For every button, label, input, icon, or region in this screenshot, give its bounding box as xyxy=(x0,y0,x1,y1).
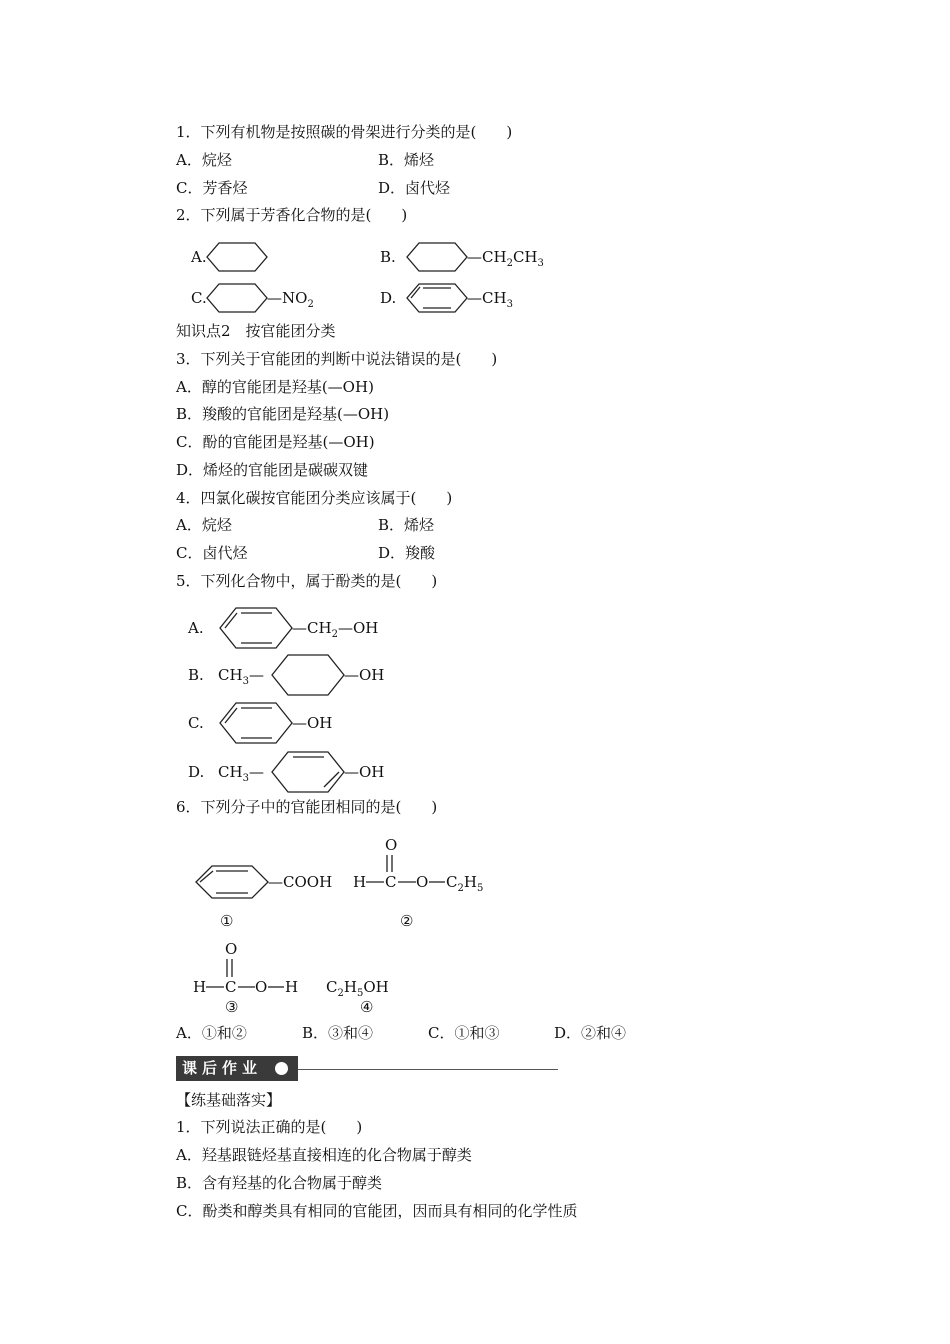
q2-b-group: $—CH_2CH_3$ xyxy=(467,248,544,269)
q1-option-c: C．芳香烃 xyxy=(176,179,248,197)
q5-d-methyl: $CH_3—$ xyxy=(218,763,264,784)
q6-m1-group: —COOH xyxy=(268,873,333,891)
q6-label-3: ③ xyxy=(225,998,239,1016)
q2-a-ring xyxy=(207,243,267,271)
q3-option-d: D．烯烃的官能团是碳碳双键 xyxy=(176,461,369,479)
q6-m2-h: H xyxy=(353,873,367,891)
q4-option-c: C．卤代烃 xyxy=(176,544,248,562)
q2-label-c: C. xyxy=(191,289,207,307)
hw1-option-a: A．羟基跟链烃基直接相连的化合物属于醇类 xyxy=(176,1146,472,1164)
q6-m3-c: C xyxy=(225,978,237,996)
q1-option-a: A．烷烃 xyxy=(176,151,232,169)
q2-b-ring xyxy=(407,243,467,271)
q3-option-c: C．酚的官能团是羟基(—OH) xyxy=(176,433,375,451)
q6-m3-o: O xyxy=(255,978,268,996)
q5-a-ring xyxy=(220,608,292,648)
q2-structures xyxy=(180,234,560,320)
q4-option-a: A．烷烃 xyxy=(176,516,232,534)
q6-option-c: C．①和③ xyxy=(428,1024,500,1042)
q6-m2-o: O xyxy=(416,873,429,891)
q6-option-b: B．③和④ xyxy=(302,1024,374,1042)
homework-banner-title: 课后作业 xyxy=(182,1059,263,1077)
q5-d-oh: —OH xyxy=(344,763,385,781)
q4-option-b: B．烯烃 xyxy=(378,516,435,534)
q6-structures xyxy=(180,828,500,1020)
q5-b-methyl: $CH_3—$ xyxy=(218,666,264,687)
q5-d-ring xyxy=(272,752,344,792)
q6-label-2: ② xyxy=(400,912,414,930)
hw1-option-b: B．含有羟基的化合物属于醇类 xyxy=(176,1174,383,1192)
q2-c-group: $—NO_2$ xyxy=(267,289,314,310)
q6-option-a: A．①和② xyxy=(176,1024,247,1042)
banner-dot-icon xyxy=(275,1062,288,1075)
q6-label-1: ① xyxy=(220,912,234,930)
q5-a-group: $—CH_2—OH$ xyxy=(292,619,379,640)
q6-label-4: ④ xyxy=(360,998,374,1016)
q5-c-oh: —OH xyxy=(292,714,333,732)
q4-stem: 4．四氯化碳按官能团分类应该属于( ) xyxy=(176,489,453,507)
q3-stem: 3．下列关于官能团的判断中说法错误的是( ) xyxy=(176,350,498,368)
q5-label-b: B. xyxy=(188,666,204,684)
q5-stem: 5．下列化合物中，属于酚类的是( ) xyxy=(176,572,438,590)
q6-m3-h2: H xyxy=(285,978,299,996)
q6-m2-c: C xyxy=(385,873,397,891)
q3-option-b: B．羧酸的官能团是羟基(—OH) xyxy=(176,405,390,423)
q5-b-ring xyxy=(272,655,344,695)
q6-option-d: D．②和④ xyxy=(554,1024,627,1042)
q4-option-d: D．羧酸 xyxy=(378,544,436,562)
q5-label-a: A. xyxy=(188,619,204,637)
q6-m2-ethyl: $C_2H_5$ xyxy=(446,873,484,894)
hw1-stem: 1．下列说法正确的是( ) xyxy=(176,1118,363,1136)
q5-structures xyxy=(180,600,400,790)
q6-m3-h: H xyxy=(193,978,207,996)
q1-option-b: B．烯烃 xyxy=(378,151,435,169)
q6-m3-o-top: O xyxy=(225,940,238,958)
q6-stem: 6．下列分子中的官能团相同的是( ) xyxy=(176,798,438,816)
q2-label-a: A. xyxy=(191,248,207,266)
q5-c-ring xyxy=(220,703,292,743)
q2-d-group: $—CH_3$ xyxy=(467,289,513,310)
q5-label-d: D. xyxy=(188,763,205,781)
q6-m2-o-top: O xyxy=(385,836,398,854)
q5-b-oh: —OH xyxy=(344,666,385,684)
q6-m4-formula: $C_2H_5OH$ xyxy=(326,978,389,999)
q1-option-d: D．卤代烃 xyxy=(378,179,451,197)
homework-banner xyxy=(176,1056,298,1081)
q5-label-c: C. xyxy=(188,714,204,732)
q2-c-ring xyxy=(207,284,267,312)
section-heading-basics: 【练基础落实】 xyxy=(176,1091,282,1109)
q1-stem: 1．下列有机物是按照碳的骨架进行分类的是( ) xyxy=(176,123,513,141)
section-heading-functional-group: 知识点2 按官能团分类 xyxy=(176,322,336,340)
q2-label-d: D. xyxy=(380,289,397,307)
q2-stem: 2．下列属于芳香化合物的是( ) xyxy=(176,206,408,224)
banner-divider xyxy=(298,1069,558,1070)
hw1-option-c: C．酚类和醇类具有相同的官能团，因而具有相同的化学性质 xyxy=(176,1202,578,1220)
q2-label-b: B. xyxy=(380,248,396,266)
q3-option-a: A．醇的官能团是羟基(—OH) xyxy=(176,378,374,396)
